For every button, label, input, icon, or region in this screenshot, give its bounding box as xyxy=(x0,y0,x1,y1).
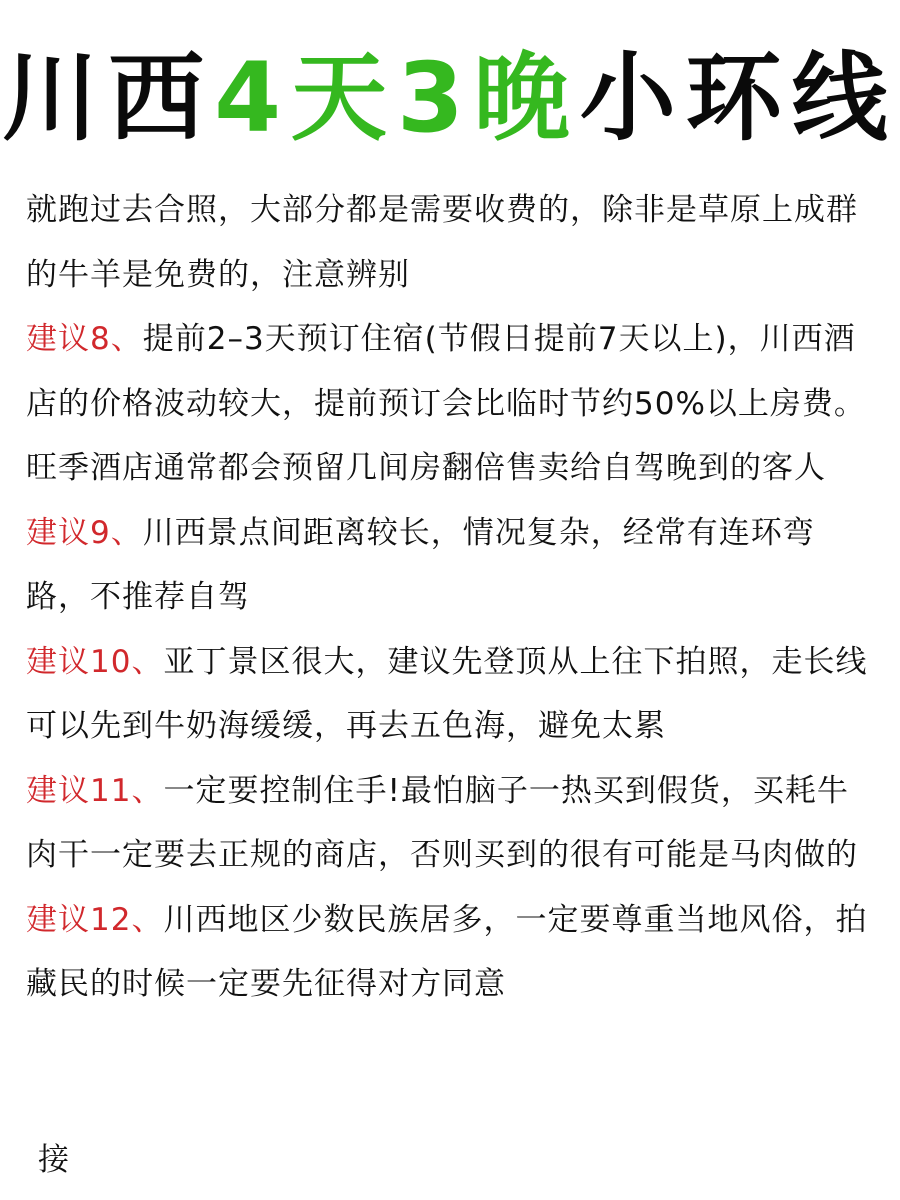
tip-9 xyxy=(26,501,878,630)
tip-12-label: 建议12、 xyxy=(26,901,164,938)
title-part-route: 小环线 xyxy=(579,42,898,154)
tip-10-text: 亚丁景区很大，建议先登顶从上往下拍照，走长线可以先到牛奶海缓缓，再去五色海，避免太累 xyxy=(26,643,868,744)
tip-12-text: 川西地区少数民族居多，一定要尊重当地风俗，拍藏民的时候一定要先征得对方同意 xyxy=(26,901,868,1002)
tip-10 xyxy=(26,630,878,759)
tip-12 xyxy=(26,888,878,1017)
tip-8 xyxy=(26,307,878,501)
tip-8-label: 建议8、 xyxy=(26,321,143,357)
continue-marker: 接 xyxy=(38,1142,69,1178)
tip-10-label: 建议10、 xyxy=(26,643,164,680)
title-part-region: 川西 xyxy=(2,42,215,154)
title-part-duration: 4天3晚 xyxy=(214,42,580,154)
tip-9-text: 川西景点间距离较长，情况复杂，经常有连环弯路，不推荐自驾 xyxy=(26,514,815,615)
tip-11-label: 建议11、 xyxy=(26,772,164,809)
tip-11 xyxy=(26,759,878,888)
tip-8-text: 提前2–3天预订住宿(节假日提前7天以上)，川西酒店的价格波动较大，提前预订会比临时节约50%以上房费。旺季酒店通常都会预留几间房翻倍售卖给自驾晚到的客人 xyxy=(26,321,866,486)
article-body xyxy=(26,178,878,1017)
page-title xyxy=(0,38,900,158)
tip-9-label: 建议9、 xyxy=(26,514,143,551)
tip-11-text: 一定要控制住手!最怕脑子一热买到假货，买耗牛肉干一定要去正规的商店，否则买到的很有可能是马肉做的 xyxy=(26,772,858,873)
intro-paragraph: 就跑过去合照，大部分都是需要收费的，除非是草原上成群的牛羊是免费的，注意辨别 xyxy=(26,192,858,293)
